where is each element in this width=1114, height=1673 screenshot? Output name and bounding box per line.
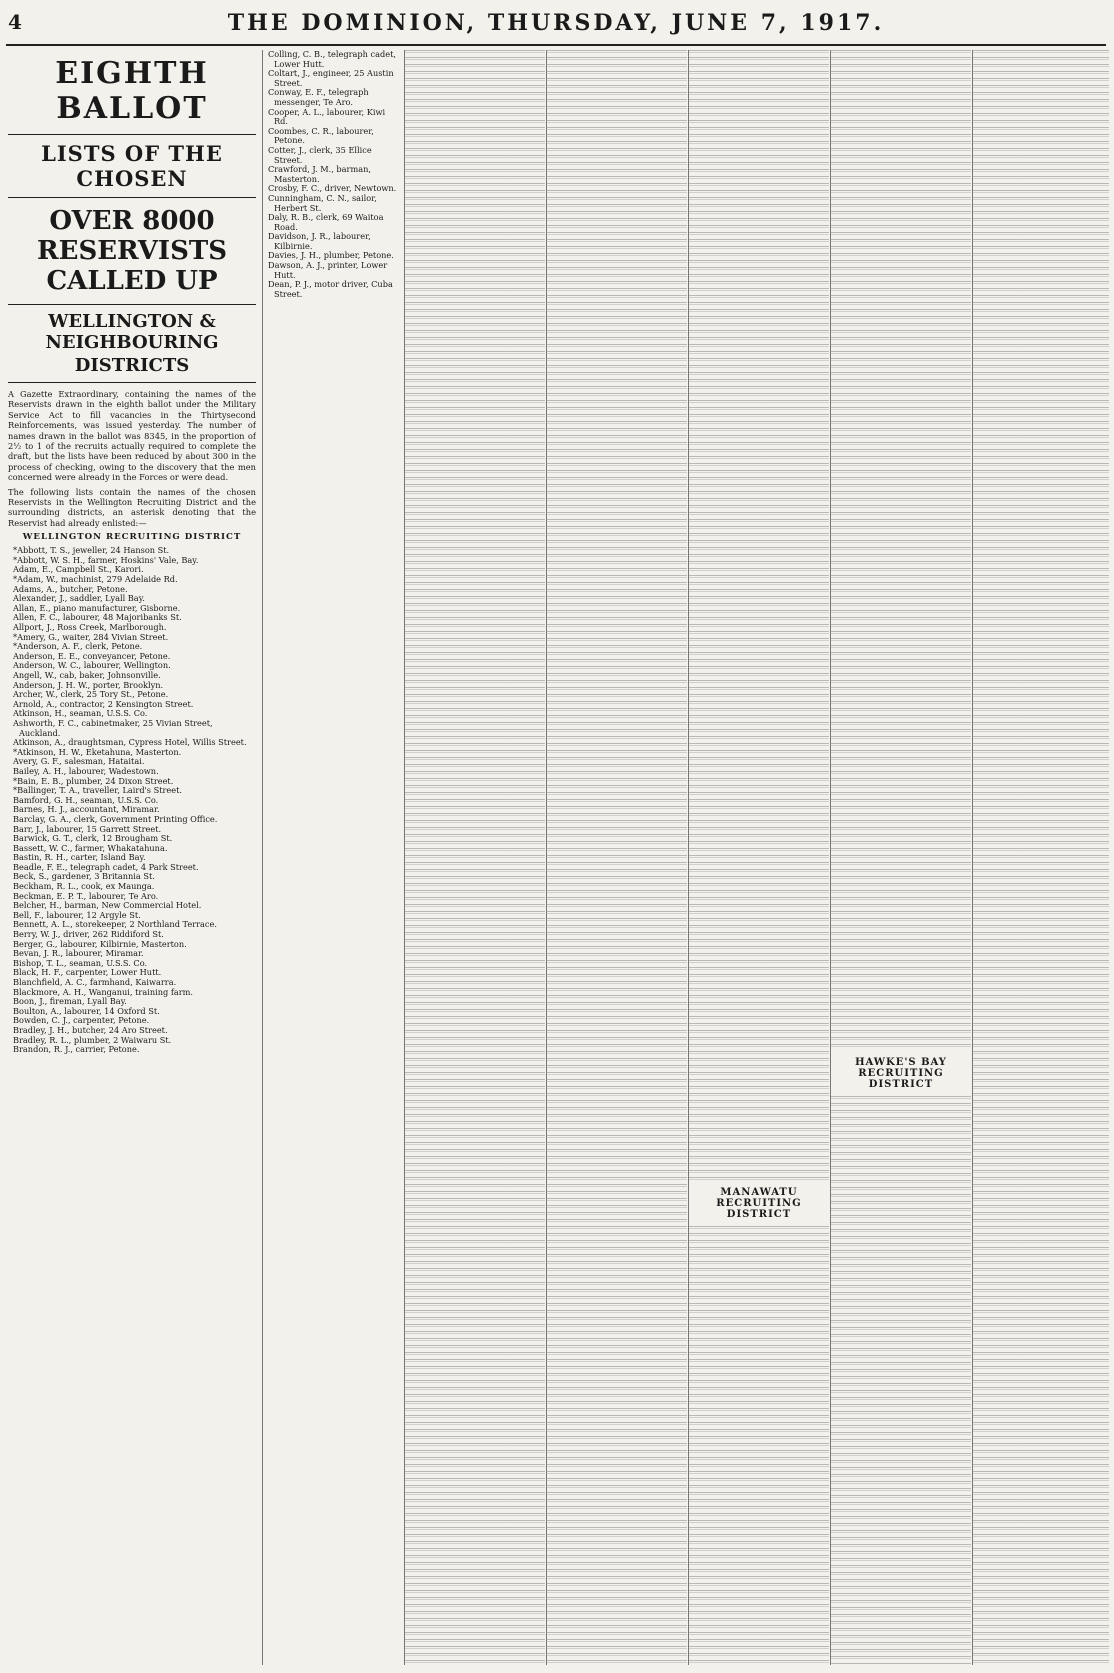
list-item: Ashworth, F. C., cabinetmaker, 25 Vivian Street, Auckland.: [13, 717, 213, 738]
entry-list: [8, 546, 256, 1054]
list-item: Dean, P. J., motor driver, Cuba Street.: [268, 279, 393, 299]
list-item: Bradley, J. H., butcher, 24 Aro Street.: [13, 1024, 168, 1035]
list-item: Allport, J., Ross Creek, Marlborough.: [13, 622, 167, 633]
list-item: Bastin, R. H., carter, Island Bay.: [13, 852, 146, 863]
text-block: [689, 50, 829, 1181]
column-4: [546, 50, 687, 1665]
list-item: Bowden, C. J., carpenter, Petone.: [13, 1015, 150, 1026]
list-item: Coombes, C. R., labourer, Petone.: [268, 125, 374, 146]
list-item: Beckham, R. L., cook, ex Maunga.: [13, 881, 155, 892]
list-item: Cunningham, C. N., sailor, Herbert St.: [268, 192, 377, 213]
column-3: [404, 50, 545, 1665]
page-number: 4: [8, 10, 22, 34]
list-item: Boulton, A., labourer, 14 Oxford St.: [13, 1005, 160, 1016]
list-item: Barwick, G. T., clerk, 12 Brougham St.: [13, 833, 173, 844]
list-item: Bailey, A. H., labourer, Wadestown.: [13, 765, 159, 776]
list-item: Barnes, H. J., accountant, Miramar.: [13, 804, 160, 815]
list-item: Black, H. F., carpenter, Lower Hutt.: [13, 967, 162, 978]
list-item: Arnold, A., contractor, 2 Kensington Street.: [13, 698, 194, 709]
headline-districts: DISTRICTS: [74, 355, 190, 376]
divider: [8, 304, 256, 305]
list-item: Bradley, R. L., plumber, 2 Waiwaru St.: [13, 1034, 172, 1045]
divider: [8, 197, 256, 198]
list-item: Dawson, A. J., printer, Lower Hutt.: [268, 260, 388, 280]
list-item: Boon, J., fireman, Lyall Bay.: [13, 996, 127, 1007]
headline-wellington: WELLINGTON & NEIGHBOURING: [45, 311, 219, 353]
list-item: *Ballinger, T. A., traveller, Laird's Street.: [13, 785, 183, 796]
list-item: Avery, G. F., salesman, Hataitai.: [13, 756, 145, 767]
column-6: [830, 50, 971, 1665]
list-item: Bennett, A. L., storekeeper, 2 Northland Terrace.: [13, 919, 217, 930]
list-item: *Atkinson, H. W., Eketahuna, Masterton.: [13, 746, 182, 757]
column-7: [972, 50, 1109, 1665]
list-item: Anderson, W. C., labourer, Wellington.: [13, 660, 171, 671]
list-item: Beadle, F. E., telegraph cadet, 4 Park Street.: [13, 861, 199, 872]
headline-lists: LISTS OF THE CHOSEN: [41, 141, 223, 191]
list-item: Colling, C. B., telegraph cadet, Lower Hutt.: [268, 50, 396, 69]
text-block: [547, 50, 687, 1665]
list-item: *Bain, E. B., plumber, 24 Dixon Street.: [13, 775, 174, 786]
list-item: Archer, W., clerk, 25 Tory St., Petone.: [13, 689, 169, 700]
list-item: Coltart, J., engineer, 25 Austin Street.: [268, 68, 394, 88]
list-item: Crosby, F. C., driver, Newtown.: [268, 183, 397, 194]
article-column: [8, 50, 256, 1665]
newspaper-title: THE DOMINION, THURSDAY, JUNE 7, 1917.: [227, 10, 885, 36]
list-item: Cotter, J., clerk, 35 Ellice Street.: [268, 144, 372, 165]
list-item: Barr, J., labourer, 15 Garrett Street.: [13, 823, 162, 834]
text-block: [831, 50, 971, 1051]
list-item: Bevan, J. R., labourer, Miramar.: [13, 948, 144, 959]
list-item: Bamford, G. H., seaman, U.S.S. Co.: [13, 794, 159, 805]
text-block: [689, 1226, 829, 1666]
list-item: Anderson, J. H. W., porter, Brooklyn.: [13, 679, 164, 690]
list-item: *Abbott, W. S. H., farmer, Hoskins' Vale, Bay.: [13, 554, 199, 565]
list-item: Brandon, R. J., carrier, Petone.: [13, 1044, 140, 1055]
divider: [8, 382, 256, 383]
section-heading: WELLINGTON RECRUITING DISTRICT: [22, 532, 242, 543]
list-item: Bassett, W. C., farmer, Whakatahuna.: [13, 842, 168, 853]
list-item: Angell, W., cab, baker, Johnsonville.: [13, 670, 161, 680]
list-item: Berger, G., labourer, Kilbirnie, Masterton.: [13, 938, 187, 949]
list-item: Bishop, T. L., seaman, U.S.S. Co.: [13, 957, 148, 968]
headline-reservists: OVER 8000 RESERVISTS CALLED UP: [37, 206, 227, 296]
list-item: Beck, S., gardener, 3 Britannia St.: [13, 871, 155, 882]
list-item: Beckman, E. P. T., labourer, Te Aro.: [13, 890, 159, 901]
list-item: Davies, J. H., plumber, Petone.: [268, 250, 394, 261]
list-item: Blanchfield, A. C., farmhand, Kaiwarra.: [13, 977, 177, 987]
list-item: Cooper, A. L., labourer, Kiwi Rd.: [268, 106, 386, 127]
list-item: Allan, E., piano manufacturer, Gisborne.: [13, 602, 181, 613]
list-item: Barclay, G. A., clerk, Government Printing Office.: [13, 813, 218, 824]
manawatu-heading: MANAWATU RECRUITING DISTRICT: [716, 1186, 802, 1220]
list-item: Daly, R. B., clerk, 69 Waitoa Road.: [268, 212, 384, 232]
intro-paragraph-2: The following lists contain the names of the chosen Reservists in the Wellington Recruiting District and the surrounding districts, an asterisk denoting that the Reservist had already enlisted:—: [8, 486, 256, 528]
list-item: Atkinson, H., seaman, U.S.S. Co.: [13, 708, 148, 719]
column-2: [262, 50, 403, 1665]
headline-eighth-ballot: EIGHTH BALLOT: [55, 56, 209, 126]
list-item: *Anderson, A. F., clerk, Petone.: [13, 641, 143, 652]
hawkes-bay-heading: HAWKE'S BAY RECRUITING DISTRICT: [855, 1057, 947, 1091]
text-block: [405, 50, 545, 1665]
list-item: Belcher, H., barman, New Commercial Hotel.: [13, 900, 202, 911]
divider: [8, 134, 256, 135]
entry-list: [263, 50, 403, 299]
list-item: Anderson, E. E., conveyancer, Petone.: [13, 650, 171, 661]
intro-paragraph: A Gazette Extraordinary, containing the names of the Reservists drawn in the eighth ballot under the Military Service Act to fill vacancies in the Thirtysecond Reinforcements, was issued yesterday. The number of names drawn in the ballot was 8345, in the proportion of 2½ to 1 of the recruits actually required to complete the draft, but the lists have been reduced by about 300 in the process of checking, owing to the discovery that the men concerned were already in the Forces or were dead.: [8, 389, 256, 483]
list-item: Berry, W. J., driver, 262 Riddiford St.: [13, 929, 164, 940]
list-item: Davidson, J. R., labourer, Kilbirnie.: [268, 231, 371, 251]
list-item: Conway, E. F., telegraph messenger, Te Aro.: [268, 87, 369, 107]
list-item: Adams, A., butcher, Petone.: [13, 583, 128, 594]
list-item: Atkinson, A., draughtsman, Cypress Hotel, Willis Street.: [13, 737, 247, 748]
text-block: [973, 50, 1109, 1665]
list-item: Crawford, J. M., barman, Masterton.: [268, 164, 371, 184]
list-item: *Abbott, T. S., jeweller, 24 Hanson St.: [13, 545, 170, 556]
list-item: Adam, E., Campbell St., Karori.: [13, 564, 144, 575]
list-item: Bell, F., labourer, 12 Argyle St.: [13, 909, 141, 920]
masthead: [6, 8, 1106, 46]
column-5: [688, 50, 829, 1665]
list-item: *Adam, W., machinist, 279 Adelaide Rd.: [13, 574, 178, 585]
list-item: *Amery, G., waiter, 284 Vivian Street.: [13, 631, 169, 642]
list-item: Blackmore, A. H., Wanganui, training farm.: [13, 986, 194, 997]
list-item: Alexander, J., saddler, Lyall Bay.: [13, 593, 145, 604]
list-item: Allen, F. C., labourer, 48 Majoribanks St.: [13, 612, 182, 623]
text-block: [831, 1096, 971, 1665]
